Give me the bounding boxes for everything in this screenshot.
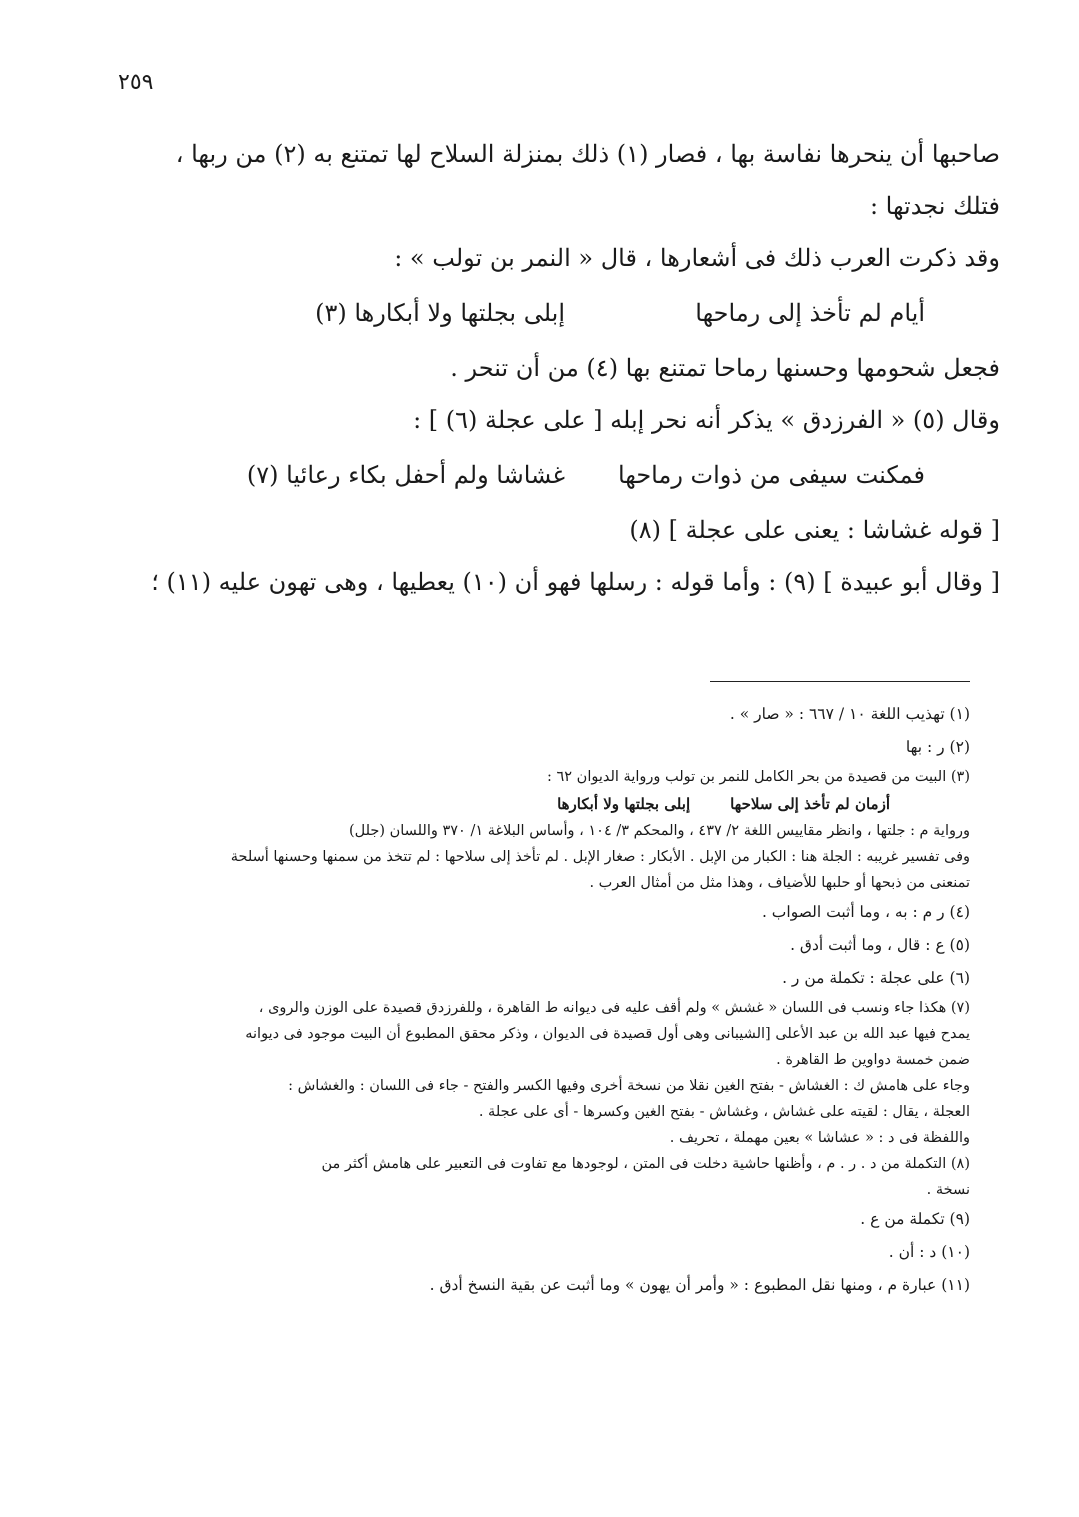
footnote: (٤) ر م : به ، وما أثبت الصواب . (761, 903, 970, 921)
verse-first-hemistich: أزمان لم تأخذ إلى سلاحها (730, 795, 890, 813)
footnote: (٦) على عجلة : تكملة من ر . (782, 969, 970, 987)
poem-verse (110, 284, 1000, 342)
footnote-line: نسخة . (926, 1182, 970, 1198)
text-line: [ قوله غشاشا : يعنى على عجلة ] (٨) (629, 516, 1000, 544)
footnote: (٥) ع : قال ، وما أثبت أدق . (790, 936, 970, 954)
footnote: (٨) التكملة من د . ر . م ، وأظنها حاشية دخلت فى المتن ، لوجودها مع تفاوت فى التعبير على هامش أكثر من (321, 1156, 970, 1172)
footnotes (110, 698, 970, 1302)
footnote-line: ضمن خمسة دواوين ط القاهرة . (776, 1052, 970, 1068)
footnote: (٧) هكذا جاء ونسب فى اللسان « غشش » ولم أقف عليه فى ديوانه ط القاهرة ، وللفرزدق قصيدة على الوزن والروى ، (258, 1000, 970, 1016)
text-line: وقد ذكرت العرب ذلك فى أشعارها ، قال « النمر بن تولب » : (394, 244, 1000, 272)
main-text (110, 128, 1000, 608)
footnote: (٣) البيت من قصيدة من بحر الكامل للنمر بن تولب ورواية الديوان ٦٢ : (546, 769, 970, 785)
verse-first-hemistich: فمكنت سيفى من ذوات رماحها (617, 461, 925, 489)
page-number: ٢٥٩ (118, 70, 154, 95)
footnote: (٢) ر : بها (905, 738, 970, 756)
verse-second-hemistich: إبلى بجلتها ولا أبكارها (٣) (315, 299, 565, 327)
footnote: (٩) تكملة من ع . (860, 1210, 970, 1228)
footnote-line: يمدح فيها عبد الله بن عبد الأعلى [الشيبانى وهى أول قصيدة فى الديوان ، وذكر محقق المطبوع أن البيت موجود فى ديوانه (245, 1026, 970, 1042)
footnote-line: واللفظة فى د : « عشاشا » بعين مهملة ، تحريف . (669, 1130, 970, 1146)
footnote-verse (110, 790, 970, 818)
footnote-line: وجاء على هامش ك : الغشاش - بفتح الغين نقلا من نسخة أخرى وفيها الكسر والفتح - جاء فى اللسان : والغشاش : (288, 1078, 970, 1094)
footnote: (١١) عبارة م ، ومنها نقل المطبوع : « وأمر أن يهون » وما أثبت عن بقية النسخ أدق . (429, 1276, 970, 1294)
text-line: فجعل شحومها وحسنها رماحا تمتنع بها (٤) من أن تنحر . (450, 354, 1000, 382)
verse-second-hemistich: إبلى بجلتها ولا أبكارها (557, 795, 691, 813)
footnote: (١) تهذيب اللغة ١٠ / ٦٦٧ : « صار » . (729, 705, 970, 723)
text-line: فتلك نجدتها : (869, 192, 1000, 220)
footnote: (١٠) د : أن . (888, 1243, 970, 1261)
footnote-line: ورواية م : جلتها ، وانظر مقاييس اللغة ٢/ ٤٣٧ ، والمحكم ٣/ ١٠٤ ، وأساس البلاغة ١/ ٣٧٠ واللسان (جلل) (348, 823, 970, 839)
text-line: وقال (٥) « الفرزدق » يذكر أنه نحر إبله [ على عجلة (٦) ] : (413, 406, 1000, 434)
footnote-line: تمنعنى من ذبحها أو حلبها للأضياف ، وهذا مثل من أمثال العرب . (589, 875, 970, 891)
footnote-line: وفى تفسير غريبه : الجلة هنا : الكبار من الإبل . الأبكار : صغار الإبل . لم تأخذ إلى سلاحها : لم تتخذ من سمنها وحسنها أسلحة (230, 849, 970, 865)
verse-first-hemistich: أيام لم تأخذ إلى رماحها (695, 299, 925, 327)
text-line: [ وقال أبو عبيدة ] (٩) : وأما قوله : رسلها فهو أن (١٠) يعطيها ، وهى تهون عليه (١١) ؛ (151, 568, 1000, 596)
verse-second-hemistich: غشاشا ولم أحفل بكاء رعائيا (٧) (246, 461, 565, 489)
poem-verse (110, 446, 1000, 504)
footnote-divider (710, 681, 970, 682)
text-line: صاحبها أن ينحرها نفاسة بها ، فصار (١) ذلك بمنزلة السلاح لها تمتنع به (٢) من ربها ، (175, 140, 1000, 168)
footnote-line: العجلة ، يقال : لقيته على غشاش ، وغشاش - بفتح الغين وكسرها - أى على عجلة . (478, 1104, 970, 1120)
